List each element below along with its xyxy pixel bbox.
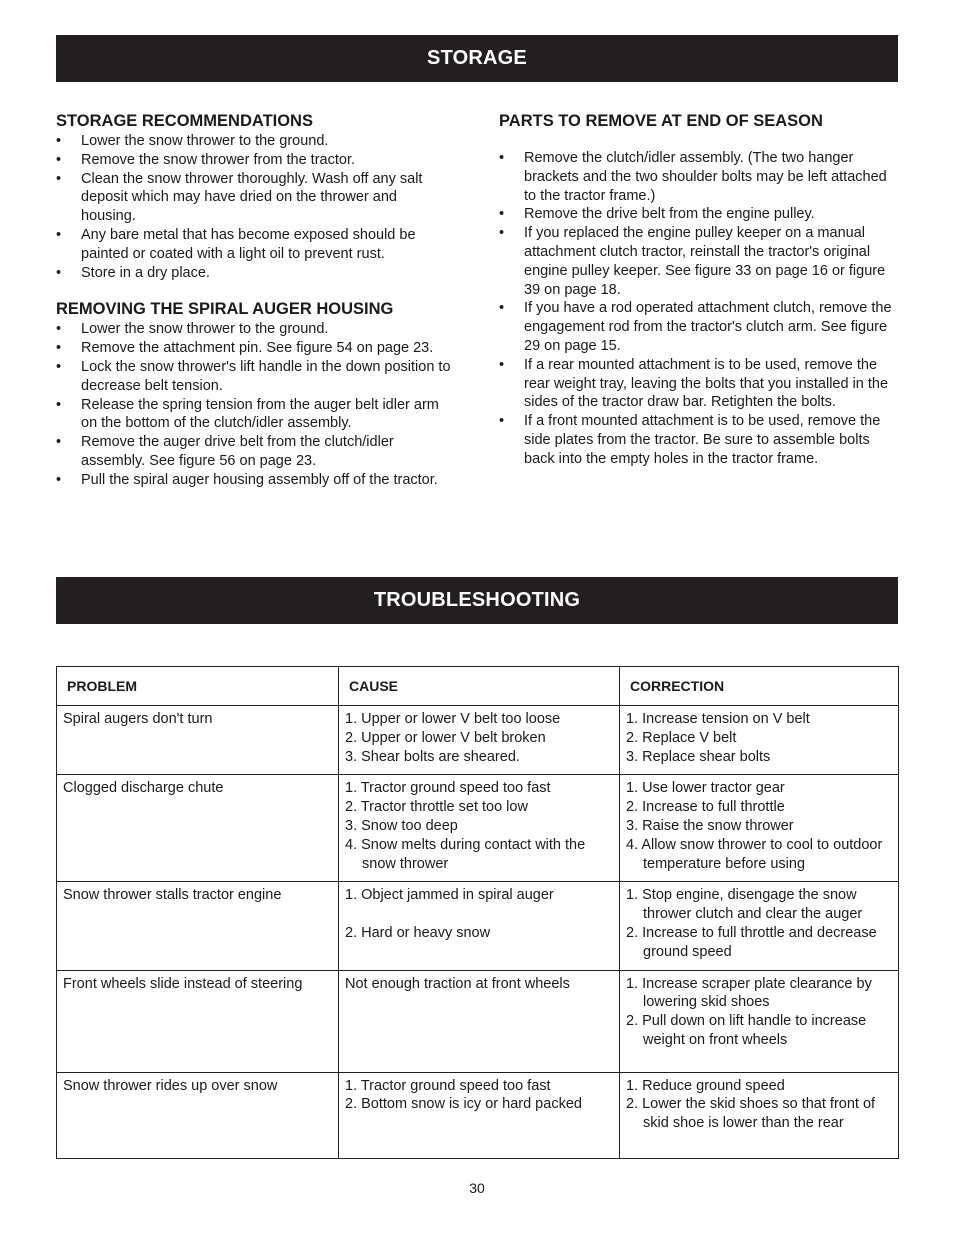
parts-to-remove-heading: PARTS TO REMOVE AT END OF SEASON (499, 112, 823, 130)
list-item: • Store in a dry place. (56, 264, 210, 281)
storage-banner (56, 35, 898, 82)
cause-cell: 1. Tractor ground speed too fast 2. Tractor throttle set too low 3. Snow too deep 4. Snow melts during contact with the snow thrower (339, 775, 620, 882)
troubleshooting-table (56, 666, 899, 1159)
troubleshooting-title: TROUBLESHOOTING (373, 589, 581, 611)
auger-housing-list (56, 320, 451, 489)
table-row (57, 882, 899, 970)
list-item: • Remove the drive belt from the engine pulley. (499, 206, 815, 223)
cause-cell: 1. Object jammed in spiral auger 2. Hard or heavy snow (339, 882, 620, 970)
table-header-row (57, 667, 899, 706)
troubleshooting-banner (56, 577, 898, 624)
list-item: • Lock the snow thrower's lift handle in the down position to decrease belt tension. (56, 358, 451, 394)
parts-to-remove-list (499, 149, 899, 469)
page-number: 30 (469, 1180, 485, 1196)
table-row (57, 775, 899, 882)
table-row (57, 706, 899, 775)
problem-cell: Snow thrower rides up over snow (57, 1072, 339, 1158)
storage-recommendations-heading: STORAGE RECOMMENDATIONS (56, 112, 313, 130)
correction-cell: 1. Reduce ground speed 2. Lower the skid shoes so that front of skid shoe is lower than the rear (620, 1072, 899, 1158)
cause-cell: 1. Upper or lower V belt too loose 2. Upper or lower V belt broken 3. Shear bolts are sheared. (339, 706, 620, 775)
list-item: • Remove the auger drive belt from the clutch/idler assembly. See figure 56 on page 23. (56, 434, 394, 469)
problem-column-header: PROBLEM (57, 667, 339, 706)
list-item: • Lower the snow thrower to the ground. (56, 133, 329, 149)
list-item: • Clean the snow thrower thoroughly. Wash off any salt deposit which may have dried on the thrower and housing. (56, 170, 423, 225)
auger-housing-heading: REMOVING THE SPIRAL AUGER HOUSING (56, 300, 394, 319)
problem-cell: Snow thrower stalls tractor engine (57, 882, 339, 970)
correction-cell: 1. Increase tension on V belt 2. Replace V belt 3. Replace shear bolts (620, 706, 899, 775)
list-item: • Remove the snow thrower from the tractor. (56, 151, 355, 168)
storage-right-column (499, 111, 899, 469)
list-item: • Remove the attachment pin. See figure 54 on page 23. (56, 340, 434, 357)
storage-left-column (56, 111, 451, 490)
list-item: • Remove the clutch/idler assembly. (The two hanger brackets and the two shoulder bolts may be left attached to the tractor frame.) (499, 150, 887, 204)
correction-cell: 1. Stop engine, disengage the snow thrower clutch and clear the auger 2. Increase to full throttle and decrease ground speed (620, 882, 899, 970)
problem-cell: Clogged discharge chute (57, 775, 339, 882)
list-item: • If you replaced the engine pulley keeper on a manual attachment clutch tractor, reinstall the tractor's original engine pulley keeper. See figure 33 on page 16 or figure 39 on page 18. (499, 225, 886, 298)
problem-cell: Front wheels slide instead of steering (57, 970, 339, 1072)
cause-cell: Not enough traction at front wheels (339, 970, 620, 1072)
list-item: • Release the spring tension from the auger belt idler arm on the bottom of the clutch/idler assembly. (56, 396, 439, 432)
storage-title: STORAGE (427, 47, 527, 69)
correction-cell: 1. Use lower tractor gear 2. Increase to full throttle 3. Raise the snow thrower 4. Allow snow thrower to cool to outdoor temperature before using (620, 775, 899, 882)
list-item: • Pull the spiral auger housing assembly off of the tractor. (56, 471, 438, 488)
cause-cell: 1. Tractor ground speed too fast 2. Bottom snow is icy or hard packed (339, 1072, 620, 1158)
cause-column-header: CAUSE (339, 667, 620, 706)
list-item: • If a rear mounted attachment is to be used, remove the rear weight tray, leaving the bolts that you installed in the sides of the tractor draw bar. Retighten the bolts. (499, 356, 889, 411)
table-row (57, 970, 899, 1072)
correction-column-header: CORRECTION (620, 667, 899, 706)
problem-cell: Spiral augers don't turn (57, 706, 339, 775)
storage-recommendations-list (56, 132, 451, 282)
list-item: • If you have a rod operated attachment clutch, remove the engagement rod from the tractor's clutch arm. See figure 29 on page 15. (499, 300, 892, 354)
list-item: • Lower the snow thrower to the ground. (56, 321, 329, 338)
list-item: • If a front mounted attachment is to be used, remove the side plates from the tractor. Be sure to assemble bolts back into the empty holes in the tractor frame. (499, 413, 881, 467)
list-item: • Any bare metal that has become exposed should be painted or coated with a light oil to prevent rust. (56, 226, 416, 262)
table-row (57, 1072, 899, 1158)
correction-cell: 1. Increase scraper plate clearance by lowering skid shoes 2. Pull down on lift handle to increase weight on front wheels (620, 970, 899, 1072)
